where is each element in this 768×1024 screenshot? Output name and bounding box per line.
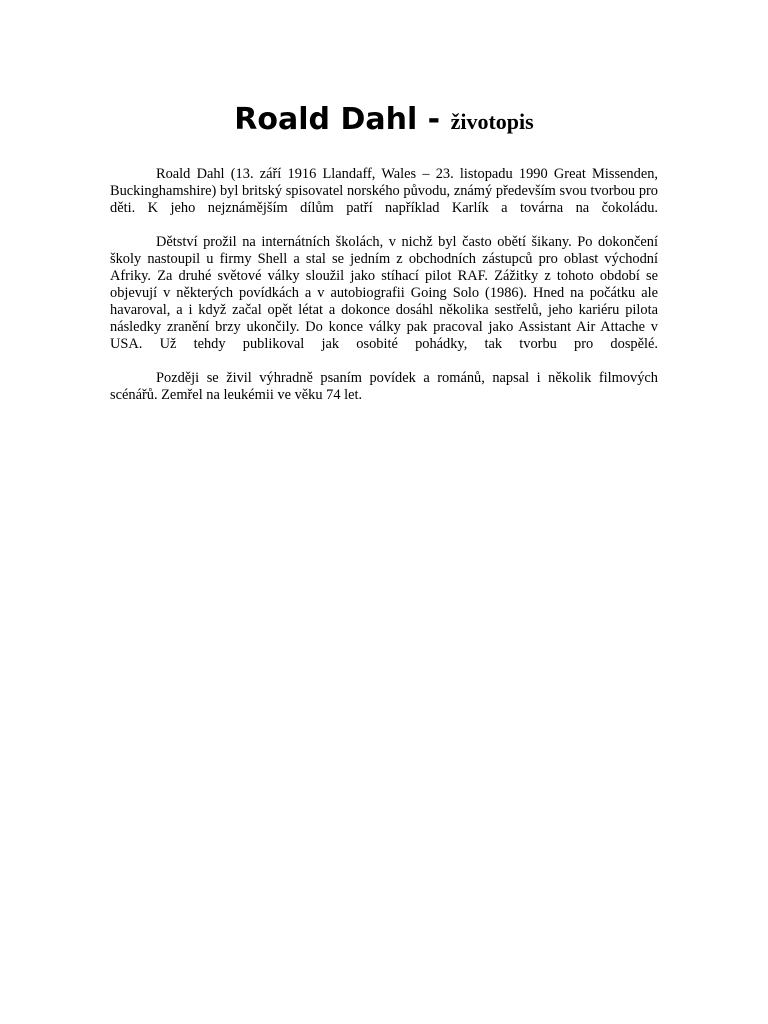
- paragraph-childhood-war: Dětství prožil na internátních školách, v nichž byl často obětí šikany. Po dokončení školy nastoupil u firmy Shell a stal se jedním z obchodních zástupců pro oblast východní Afriky. Za druhé světové války sloužil jako stíhací pilot RAF. Zážitky z tohoto období se objevují v některých povídkách a v autobiografii Going Solo (1986). Hned na počátku ale havaroval, a i když začal opět létat a dokonce dosáhl několika sestřelů, jeho kariéru pilota následky zranění brzy ukončily. Do konce války pak pracoval jako Assistant Air Attache v USA. Už tehdy publikoval jak osobité pohádky, tak tvorbu pro dospělé.: [110, 234, 658, 352]
- document-title: [110, 96, 658, 144]
- paragraph-intro: Roald Dahl (13. září 1916 Llandaff, Wales – 23. listopadu 1990 Great Missenden, Buckinghamshire) byl britský spisovatel norského původu, známý především svou tvorbou pro děti. K jeho nejznámějším dílům patří například Karlík a továrna na čokoládu.: [110, 166, 658, 216]
- title-main: Roald Dahl -: [234, 102, 451, 137]
- paragraph-later-life: Později se živil výhradně psaním povídek a románů, napsal i několik filmových scénářů. Zemřel na leukémii ve věku 74 let.: [110, 370, 658, 403]
- title-subtitle: životopis: [450, 109, 534, 134]
- document-page: [110, 96, 658, 421]
